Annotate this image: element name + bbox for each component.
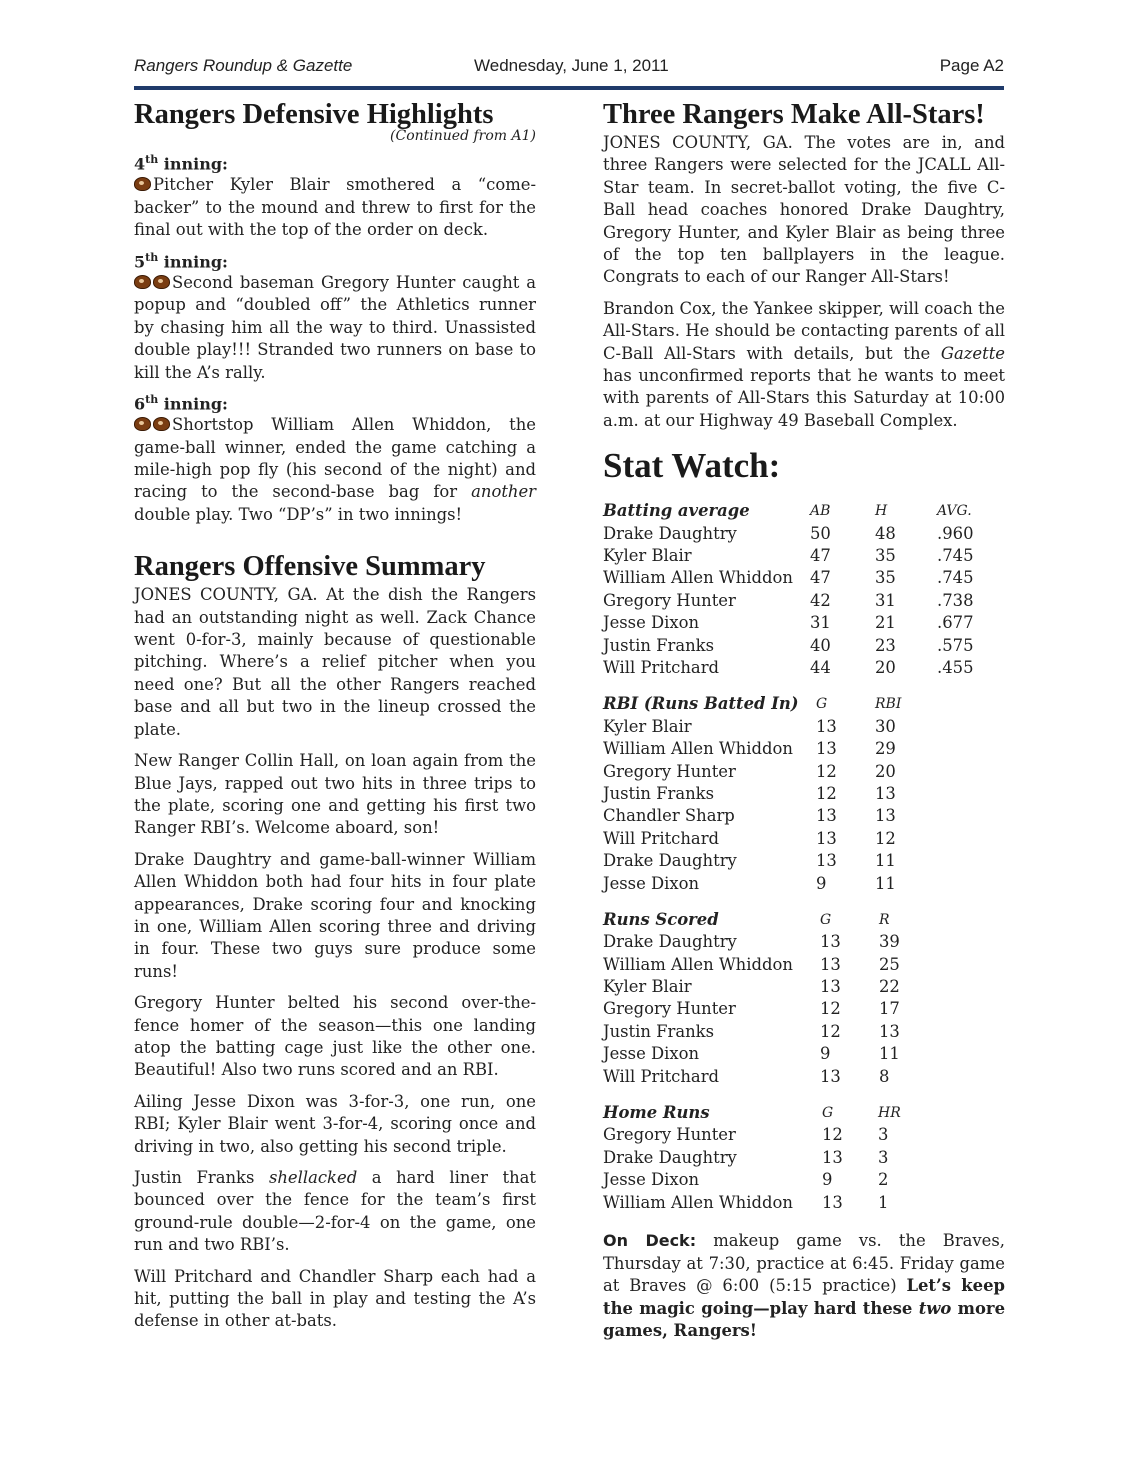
table-row [603,873,1005,895]
offense-title: Rangers Offensive Summary [134,551,486,583]
left-column [134,98,536,1342]
stat-value: 12 [820,999,841,1019]
stat-value: 13 [820,1066,841,1086]
inning-6 [134,390,536,526]
stat-value: 12 [875,828,896,848]
header-rule [134,86,1004,90]
stat-value: 13 [816,806,837,826]
page-header [134,52,1004,82]
inning-word: inning: [158,154,228,174]
stat-value: 2 [878,1170,889,1190]
table-row [603,635,1005,657]
stat-value: 20 [875,761,896,781]
stat-table-label: Batting average [603,501,750,521]
stat-value: 11 [875,851,896,871]
continued-note: (Continued from A1) [390,128,536,144]
stat-column-header: G [820,911,832,928]
stat-column-header: HR [878,1105,901,1122]
stat-watch-title: Stat Watch: [603,446,781,486]
inning-suffix: th [145,250,159,264]
player-name: Justin Franks [603,1021,715,1041]
stat-value: 35 [875,546,896,566]
stat-column-header: G [816,696,828,713]
stat-value: .455 [937,658,974,678]
table-row [603,761,1005,783]
player-name: Will Pritchard [603,828,720,848]
stat-value: 8 [879,1066,890,1086]
allstars-paragraph [603,298,1005,432]
inning-heading [134,248,536,272]
batting-average-table [603,500,1005,679]
offense-paragraph: Will Pritchard and Chandler Sharp each had a hit, putting the ball in play and testing the A’s defense in other at-bats. [134,1266,536,1331]
stat-column-header: AVG. [937,503,972,520]
stat-value: 22 [879,977,900,997]
table-row [603,998,1005,1020]
player-name: Gregory Hunter [603,1125,736,1145]
stat-value: 9 [820,1044,831,1064]
paragraph-text: has unconfirmed reports that he wants to meet with parents of All-Stars this Saturday at 10:00 a.m. at our Highway 49 Baseball Complex. [603,366,1005,430]
table-row [603,657,1005,679]
stat-table-label: Runs Scored [603,909,719,929]
on-deck-bold-emphasis: two [918,1298,952,1318]
offense-paragraph: Ailing Jesse Dixon was 3-for-3, one run, one RBI; Kyler Blair went 3-for-4, scoring once and driving in two, also getting his second triple. [134,1091,536,1156]
stat-value: 12 [816,761,837,781]
on-deck-bold: Let’s keep the magic going—play hard these [603,1276,1005,1318]
on-deck-text: makeup game vs. the Braves, Thursday at 7:30, practice at 6:45. Friday game at Braves @ 6:00 (5:15 practice) [603,1231,1006,1296]
player-name: William Allen Whiddon [603,954,793,974]
stat-value: 12 [820,1021,841,1041]
stat-value: 39 [879,932,900,952]
player-name: William Allen Whiddon [603,568,793,588]
inning-text-tail: double play. Two “DP’s” in two innings! [134,504,463,524]
stat-value: 47 [810,568,831,588]
stat-value: 13 [820,977,841,997]
stat-value: 11 [879,1044,900,1064]
stat-value: 13 [875,806,896,826]
player-name: William Allen Whiddon [603,739,793,759]
stat-value: 23 [875,635,896,655]
offense-paragraph: Gregory Hunter belted his second over-the-fence homer of the season—this one landing atop the batting cage just like the other one. Beautiful! Also two runs scored and an RBI. [134,993,536,1080]
baseball-glove-icon [134,177,151,191]
paragraph-text: Justin Franks [134,1168,269,1188]
baseball-glove-icon [134,275,151,289]
inning-heading [134,150,536,174]
player-name: Kyler Blair [603,977,692,997]
player-name: Drake Daughtry [603,523,737,543]
table-row [603,783,1005,805]
home-runs-table [603,1102,1005,1214]
stat-value: 44 [810,658,831,678]
defense-title: Rangers Defensive Highlights [134,99,494,130]
stat-value: 25 [879,954,900,974]
stat-value: .960 [937,523,974,543]
runs-scored-table [603,909,1005,1088]
player-name: Kyler Blair [603,546,692,566]
stat-value: 13 [822,1192,843,1212]
right-column [603,98,1005,1343]
player-name: Justin Franks [603,635,715,655]
table-row [603,1147,1005,1169]
player-name: William Allen Whiddon [603,1192,793,1212]
paper-name: Rangers Roundup & Gazette [134,56,353,75]
stat-value: 13 [816,851,837,871]
player-name: Gregory Hunter [603,590,736,610]
stat-value: .738 [937,590,974,610]
stat-value: .745 [937,568,974,588]
player-name: Jesse Dixon [603,1170,700,1190]
offense-paragraph: Drake Daughtry and game-ball-winner William Allen Whiddon both had four hits in four plate appearances, Drake scoring four and knocking in one, William Allen scoring three and driving in four. These two guys sure produce some runs! [134,849,536,981]
offense-paragraph [134,1167,536,1257]
stat-value: 13 [816,716,837,736]
inning-number: 4 [134,154,146,174]
stat-table-header [603,500,1005,522]
table-row [603,828,1005,850]
stat-value: 21 [875,613,896,633]
stat-value: 11 [875,873,896,893]
inning-text-body: Shortstop William Allen Whiddon, the game-ball winner, ended the game catching a mile-high pop fly (his second of the night) and racing to the second-base bag for [134,415,536,502]
inning-word: inning: [158,251,228,271]
stat-table-header [603,693,1005,715]
stat-value: 31 [875,590,896,610]
stat-value: 47 [810,546,831,566]
player-name: Chandler Sharp [603,806,735,826]
page-number: Page A2 [939,56,1004,75]
stat-table-header [603,909,1005,931]
inning-text [134,414,536,526]
stat-value: 13 [816,828,837,848]
inning-suffix: th [145,153,159,166]
paragraph-text: Brandon Cox, the Yankee skipper, will coach the All-Stars. He should be contacting parents of all C-Ball All-Stars with details, but the [603,298,1005,363]
baseball-glove-icon [134,417,151,431]
stat-value: 40 [810,635,831,655]
stat-value: 48 [875,523,896,543]
stat-column-header: RBI [875,696,902,713]
paragraph-emphasis: shellacked [268,1168,358,1188]
offense-paragraph: JONES COUNTY, GA. At the dish the Rangers had an outstanding night as well. Zack Chance went 0-for-3, mainly because of questionable pitching. Where’s a relief pitcher when you need one? But all the other Rangers reached base and all but two in the lineup crossed the plate. [134,585,536,739]
stat-value: 30 [875,716,896,736]
rbi-table [603,693,1005,895]
table-row [603,1169,1005,1191]
stat-value: .677 [937,613,974,633]
player-name: Kyler Blair [603,716,692,736]
player-name: Jesse Dixon [603,873,700,893]
stat-value: 9 [816,873,827,893]
player-name: Drake Daughtry [603,1147,737,1167]
player-name: Jesse Dixon [603,1044,700,1064]
stat-value: 13 [822,1147,843,1167]
inning-number: 5 [134,251,146,271]
player-name: Drake Daughtry [603,851,737,871]
inning-suffix: th [145,392,159,406]
table-row [603,1066,1005,1088]
stat-column-header: AB [810,503,831,520]
inning-text [134,272,536,384]
table-row [603,716,1005,738]
stat-table-header [603,1102,1005,1124]
stat-value: 3 [878,1147,889,1167]
baseball-glove-icon [153,275,170,289]
stat-value: 31 [810,613,831,633]
inning-text-body: Pitcher Kyler Blair smothered a “come-backer” to the mound and threw to first for the final out with the top of the order on deck. [134,175,536,240]
paragraph-emphasis: Gazette [940,343,1005,363]
stat-table-label: Home Runs [603,1103,710,1123]
inning-word: inning: [158,394,228,414]
stat-column-header: G [822,1105,834,1122]
table-row [603,850,1005,872]
player-name: Justin Franks [603,783,715,803]
stat-value: 29 [875,739,896,759]
on-deck-note [603,1230,1005,1343]
stat-value: 20 [875,658,896,678]
inning-text-body: Second baseman Gregory Hunter caught a popup and “doubled off” the Athletics runner by chasing him all the way to third. Unassisted double play!!! Stranded two runners on base to kill the A’s rally. [134,272,536,382]
inning-heading [134,390,536,414]
player-name: Drake Daughtry [603,932,737,952]
table-row [603,805,1005,827]
inning-text [134,174,536,241]
table-row [603,954,1005,976]
table-row [603,567,1005,589]
stat-value: 13 [820,954,841,974]
stat-value: 1 [878,1192,889,1212]
stat-value: 12 [816,783,837,803]
on-deck-label: On Deck: [603,1231,697,1250]
paragraph-text: a hard liner that bounced over the fence for the team’s first ground-rule double—2-for-4 on the game, one run and two RBI’s. [134,1168,536,1255]
table-row [603,976,1005,998]
table-row [603,1124,1005,1146]
table-row [603,1021,1005,1043]
on-deck-bold: more games, Rangers! [603,1298,1005,1341]
stat-value: .575 [937,635,974,655]
stat-value: .745 [937,546,974,566]
stat-value: 13 [816,739,837,759]
stat-table-label: RBI (Runs Batted In) [603,694,799,714]
stat-value: 13 [879,1021,900,1041]
baseball-glove-icon [153,417,170,431]
stat-value: 17 [879,999,900,1019]
stat-value: 35 [875,568,896,588]
stat-value: 3 [878,1125,889,1145]
table-row [603,931,1005,953]
player-name: Jesse Dixon [603,613,700,633]
stat-value: 42 [810,590,831,610]
table-row [603,523,1005,545]
allstars-title: Three Rangers Make All-Stars! [603,99,985,130]
inning-5 [134,248,536,384]
table-row [603,590,1005,612]
table-row [603,1192,1005,1214]
stat-value: 13 [875,783,896,803]
allstars-paragraph: JONES COUNTY, GA. The votes are in, and three Rangers were selected for the JCALL All-Star team. In secret-ballot voting, the five C-Ball head coaches honored Drake Daughtry, Gregory Hunter, and Kyler Blair as being three of the top ten ballplayers in the league. Congrats to each of our Ranger All-Stars! [603,133,1005,287]
stat-column-header: R [879,911,890,928]
stat-value: 12 [822,1125,843,1145]
stat-value: 50 [810,523,831,543]
player-name: Will Pritchard [603,1066,720,1086]
stat-value: 13 [820,932,841,952]
stat-column-header: H [875,503,888,520]
player-name: Gregory Hunter [603,761,736,781]
inning-number: 6 [134,394,146,414]
stat-value: 9 [822,1170,833,1190]
player-name: Gregory Hunter [603,999,736,1019]
issue-date: Wednesday, June 1, 2011 [474,56,669,75]
inning-4 [134,150,536,242]
table-row [603,738,1005,760]
table-row [603,1043,1005,1065]
offense-paragraph: New Ranger Collin Hall, on loan again from the Blue Jays, rapped out two hits in three trips to the plate, scoring one and getting his first two Ranger RBI’s. Welcome aboard, son! [134,751,536,838]
table-row [603,545,1005,567]
table-row [603,612,1005,634]
inning-text-emphasis: another [471,482,536,502]
player-name: Will Pritchard [603,658,720,678]
